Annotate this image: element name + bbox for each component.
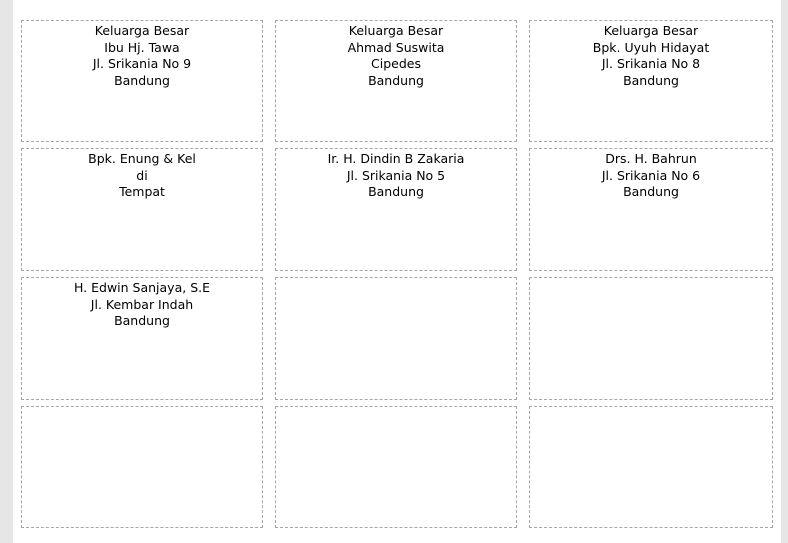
label-line: Jl. Srikania No 9: [92, 56, 192, 72]
label-cell[interactable]: [21, 277, 263, 400]
label-cell[interactable]: [529, 406, 773, 528]
label-cell[interactable]: [275, 20, 517, 142]
label-line: Bandung: [368, 184, 424, 200]
label-line: Keluarga Besar: [603, 23, 699, 38]
label-cell[interactable]: [275, 406, 517, 528]
label-line: Jl. Srikania No 5: [346, 167, 446, 183]
label-line: Bandung: [114, 73, 170, 89]
label-line: di: [136, 167, 148, 183]
label-line: Cipedes: [371, 56, 421, 72]
label-line: Bandung: [623, 73, 679, 89]
label-line: Jl. Srikania No 6: [601, 167, 701, 183]
label-line: H. Edwin Sanjaya, S.E: [73, 280, 210, 295]
label-cell[interactable]: [529, 20, 773, 142]
label-line: Bandung: [368, 73, 424, 89]
label-line: Bpk. Uyuh Hidayat: [592, 39, 710, 55]
label-line: Ibu Hj. Tawa: [104, 39, 180, 55]
label-line: Jl. Kembar Indah: [90, 296, 194, 312]
label-line: Tempat: [119, 184, 165, 200]
label-line: Bpk. Enung & Kel: [88, 151, 196, 166]
label-cell[interactable]: [529, 148, 773, 271]
label-line: Keluarga Besar: [348, 23, 444, 38]
label-line: Ir. H. Dindin B Zakaria: [327, 151, 465, 166]
label-cell[interactable]: [21, 148, 263, 271]
label-cell[interactable]: [21, 406, 263, 528]
label-line: Ahmad Suswita: [347, 39, 445, 55]
label-line: Keluarga Besar: [94, 23, 190, 38]
label-cell[interactable]: [275, 277, 517, 400]
label-line: Jl. Srikania No 8: [601, 56, 701, 72]
label-line: Bandung: [114, 313, 170, 329]
label-line: Bandung: [623, 184, 679, 200]
label-line: Drs. H. Bahrun: [605, 151, 697, 166]
label-cell[interactable]: [275, 148, 517, 271]
label-cell[interactable]: [529, 277, 773, 400]
label-cell[interactable]: [21, 20, 263, 142]
document-page: [13, 0, 781, 543]
